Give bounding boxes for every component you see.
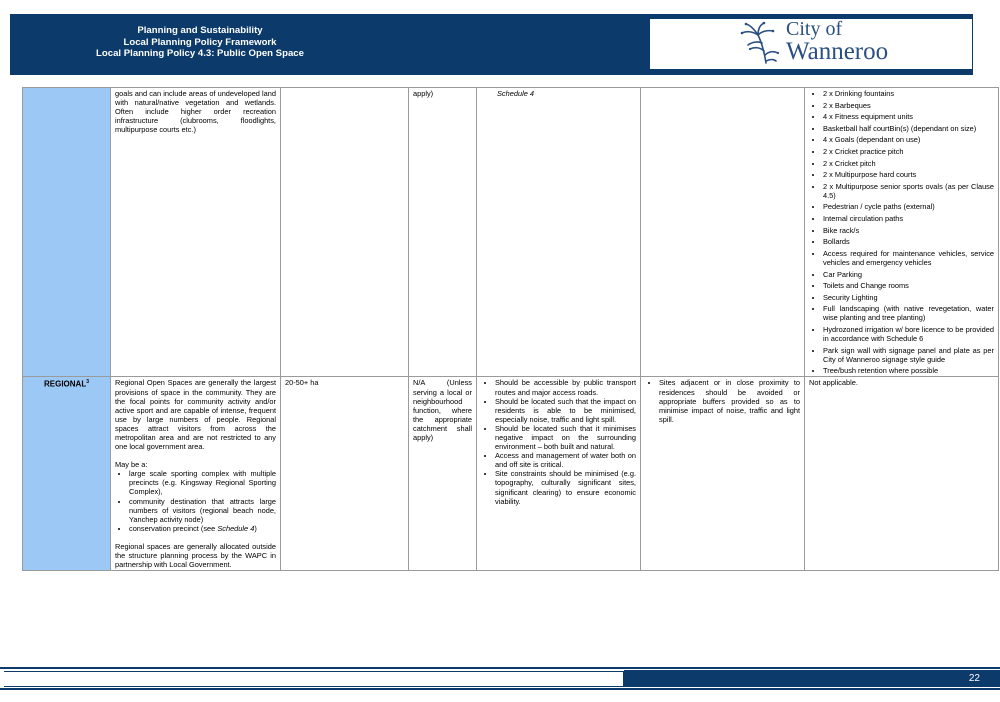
footer-rule xyxy=(0,667,1000,669)
bullet-text: conservation precinct (see xyxy=(129,523,218,533)
catchment-text: N/A (Unless serving a local or neighbourhood function, where the appropriate catchment shall apply) xyxy=(413,378,472,442)
list-item: • Hydrozoned irrigation w/ bore licence to be provided in accordance with Schedule 6 xyxy=(823,325,994,343)
location-cell xyxy=(477,88,641,377)
description-bullets xyxy=(115,469,276,533)
list-item: • Access required for maintenance vehicles, service vehicles and emergency vehicles xyxy=(823,249,994,267)
table-row-regional xyxy=(23,377,999,571)
footnote-marker: 3 xyxy=(86,379,89,386)
list-item: • 2 x Multipurpose senior sports ovals (as per Clause 4.5) xyxy=(823,182,994,200)
description-outro: Regional spaces are generally allocated outside the structure planning process by the WAPC in partnership with Local Government. xyxy=(115,541,276,570)
list-item: • Should be located such that the impact on residents is able to be minimised, especially noise, traffic and light spill. xyxy=(495,397,636,424)
category-cell xyxy=(23,88,111,377)
page-number: 22 xyxy=(968,673,980,684)
category-name: REGIONAL xyxy=(43,380,87,390)
category-label xyxy=(27,378,106,389)
header-line-1: Planning and Sustainability xyxy=(137,25,263,36)
constraints-cell xyxy=(641,377,805,571)
list-item: • 2 x Cricket practice pitch xyxy=(823,147,994,156)
facilities-cell xyxy=(805,377,999,571)
schedule-reference: Schedule 4 xyxy=(497,89,534,98)
list-item: • 2 x Multipurpose hard courts xyxy=(823,170,994,179)
list-item: • large scale sporting complex with multiple precincts (e.g. Kingsway Regional Sporting Complex), xyxy=(129,469,276,496)
bullet-text-end: ) xyxy=(254,523,257,533)
list-item: • Bollards xyxy=(823,237,994,246)
list-item: • 2 x Cricket pitch xyxy=(823,159,994,168)
list-item: • Basketball half courtBin(s) (dependant on size) xyxy=(823,124,994,133)
may-be-label: May be a: xyxy=(115,460,148,470)
size-value: 20-50+ ha xyxy=(285,378,319,388)
description-intro: Regional Open Spaces are generally the largest provisions of space in the community. They are the focal points for community activity and/or active sport and are capable of intense, frequent use by large numbers of people. Regional spaces attract visitors from across the metropolitan area and are not restricted to any one local government area. xyxy=(115,378,276,452)
size-cell xyxy=(281,88,409,377)
facilities-text: Not applicable. xyxy=(809,378,858,388)
constraints-list xyxy=(645,378,800,423)
list-item: • Site constraints should be minimised (e.g. topography, culturally significant sites, significant clearing) to ensure economic viability. xyxy=(495,469,636,505)
list-item: • Tree/bush retention where possible xyxy=(823,366,994,375)
schedule-reference: Schedule 4 xyxy=(217,523,255,533)
category-cell xyxy=(23,377,111,571)
footer-left-box xyxy=(4,671,624,687)
footer-right-band xyxy=(624,670,1000,687)
list-item: • Access and management of water both on and off site is critical. xyxy=(495,451,636,469)
list-item: • Full landscaping (with native revegetation, water wise planting and tree planting) xyxy=(823,304,994,322)
flower-icon xyxy=(740,21,782,65)
size-cell xyxy=(281,377,409,571)
open-space-table xyxy=(22,87,999,571)
list-item: • Sites adjacent or in close proximity to residences should be avoided or appropriate buffers provided so as to minimise impact of noise, traffic and light spill. xyxy=(659,378,800,423)
list-item: • Car Parking xyxy=(823,270,994,279)
list-item: • Internal circulation paths xyxy=(823,214,994,223)
list-item: • Should be accessible by public transport routes and major access roads. xyxy=(495,378,636,396)
description-cell xyxy=(111,88,281,377)
list-item: • Security Lighting xyxy=(823,293,994,302)
list-item: • Pedestrian / cycle paths (external) xyxy=(823,202,994,211)
catchment-text: apply) xyxy=(413,89,434,98)
logo-wanneroo-text: Wanneroo xyxy=(786,38,889,65)
header-line-3: Local Planning Policy 4.3: Public Open Space xyxy=(96,48,304,59)
description-cell xyxy=(111,377,281,571)
list-item xyxy=(129,524,276,533)
logo-city-text: City of xyxy=(786,18,843,40)
document-header-title xyxy=(10,25,390,60)
list-item: • 2 x Drinking fountains xyxy=(823,89,994,98)
catchment-cell xyxy=(409,88,477,377)
list-item: • 4 x Fitness equipment units xyxy=(823,112,994,121)
catchment-cell xyxy=(409,377,477,571)
constraints-cell xyxy=(641,88,805,377)
list-item: • Toilets and Change rooms xyxy=(823,281,994,290)
list-item: • Should be located such that it minimises negative impact on the surrounding environment – both built and natural. xyxy=(495,424,636,451)
footer-bottom-rule xyxy=(0,688,1000,690)
list-item: • community destination that attracts large numbers of visitors (regional beach node, Yanchep activity node) xyxy=(129,497,276,524)
location-criteria-list xyxy=(481,378,636,505)
description-text: goals and can include areas of undeveloped land with natural/native vegetation and wetlands. Often include higher order recreation infrastructure (clubrooms, floodlights, multipurpose courts etc.) xyxy=(115,89,276,135)
list-item: • 4 x Goals (dependant on use) xyxy=(823,135,994,144)
facilities-list xyxy=(809,89,994,375)
facilities-cell xyxy=(805,88,999,377)
list-item: • Park sign wall with signage panel and plate as per City of Wanneroo signage style guide xyxy=(823,346,994,364)
header-line-2: Local Planning Policy Framework xyxy=(123,36,277,48)
location-cell xyxy=(477,377,641,571)
list-item: • Bike rack/s xyxy=(823,226,994,235)
list-item: • 2 x Barbeques xyxy=(823,101,994,110)
table-row-continued xyxy=(23,88,999,377)
